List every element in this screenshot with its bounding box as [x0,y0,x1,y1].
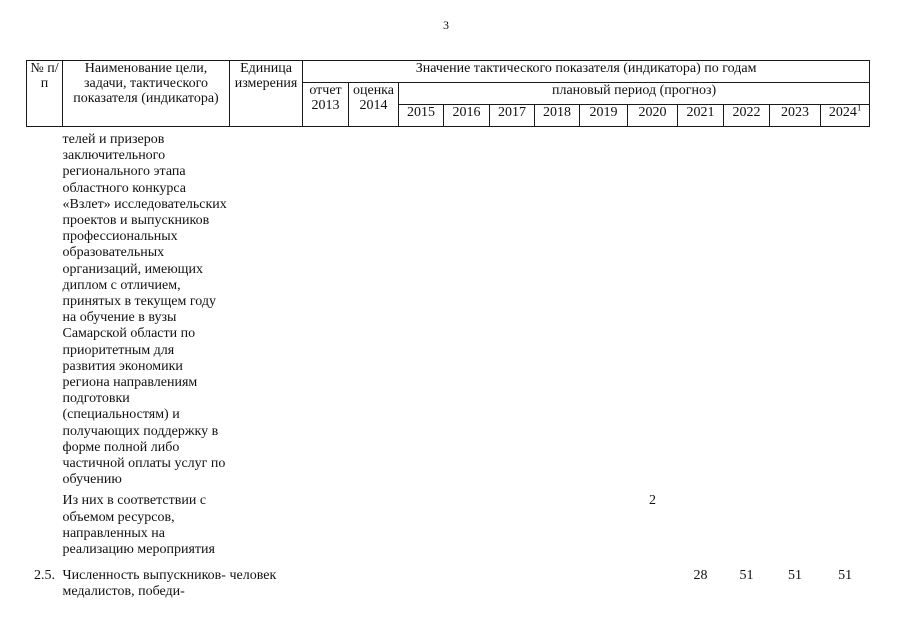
header-year: 2022 [724,105,770,127]
row-value [770,127,821,489]
header-unit: Единица измерения [230,61,303,127]
row-value [678,127,724,489]
header-year: 2017 [490,105,535,127]
row-value [490,127,535,489]
row-value [628,558,678,600]
row-value [444,558,490,600]
row-value [628,127,678,489]
row-value [770,488,821,558]
row-value [303,488,349,558]
row-unit [230,488,303,558]
table-row [27,558,870,600]
row-value [303,558,349,600]
row-value [821,127,870,489]
row-value [490,558,535,600]
row-value: 28 [693,568,708,584]
header-year: 2023 [770,105,821,127]
row-value [399,558,444,600]
header-year: 2016 [444,105,490,127]
header-year: 2018 [535,105,580,127]
header-year: 2020 [628,105,678,127]
row-number [27,488,63,558]
row-value: 51 [788,568,802,584]
header-report: отчет 2013 [303,83,349,127]
header-estimate: оценка 2014 [349,83,399,127]
row-value [490,488,535,558]
row-value [724,488,770,558]
row-unit [230,127,303,489]
row-number: 2.5. [34,568,55,584]
row-value [303,127,349,489]
row-value [535,558,580,600]
row-value [349,127,399,489]
indicators-table [26,60,870,601]
row-value [821,488,870,558]
row-value [580,488,628,558]
row-name: телей и призеров заключительного регионального этапа областного конкурса «Взлет» исследовательских проектов и выпускников профессиональных образовательных организаций, имеющих диплом с отличием, принятых в текущем году на обучение в вузы Самарской области по приоритетным для развития экономики региона направлениям подготовки (специальностям) и получающих поддержку в форме полной либо частичной оплаты услуг по обучению [62,132,227,488]
row-value [678,488,724,558]
row-value [444,488,490,558]
row-value [580,558,628,600]
header-number: № п/п [27,61,63,127]
table-row [27,127,870,489]
row-value [535,488,580,558]
row-value [399,127,444,489]
header-year: 2019 [580,105,628,127]
header-plan: плановый период (прогноз) [399,83,870,105]
row-value [724,127,770,489]
row-value [444,127,490,489]
row-value [349,558,399,600]
header-year: 2021 [678,105,724,127]
row-name: Численность выпускников-медалистов, победи- [62,568,226,600]
row-value [399,488,444,558]
header-year-label: 2024 [828,105,857,120]
row-value: 51 [739,568,754,584]
row-value: 2 [649,493,656,509]
row-value [349,488,399,558]
table-row [27,488,870,558]
header-name: Наименование цели, задачи, тактического показателя (индикатора) [63,61,230,127]
page-number: 3 [443,18,449,32]
header-year [821,102,870,127]
row-value [535,127,580,489]
row-value [580,127,628,489]
row-name: Из них в соответствии с объемом ресурсов, направленных на реализацию мероприятия [62,493,215,558]
row-unit: человек [229,568,277,584]
row-value: 51 [838,568,853,584]
header-values: Значение тактического показателя (индикатора) по годам [303,61,870,83]
footnote-mark: 1 [856,102,862,113]
header-year: 2015 [399,105,444,127]
row-number [27,127,63,489]
